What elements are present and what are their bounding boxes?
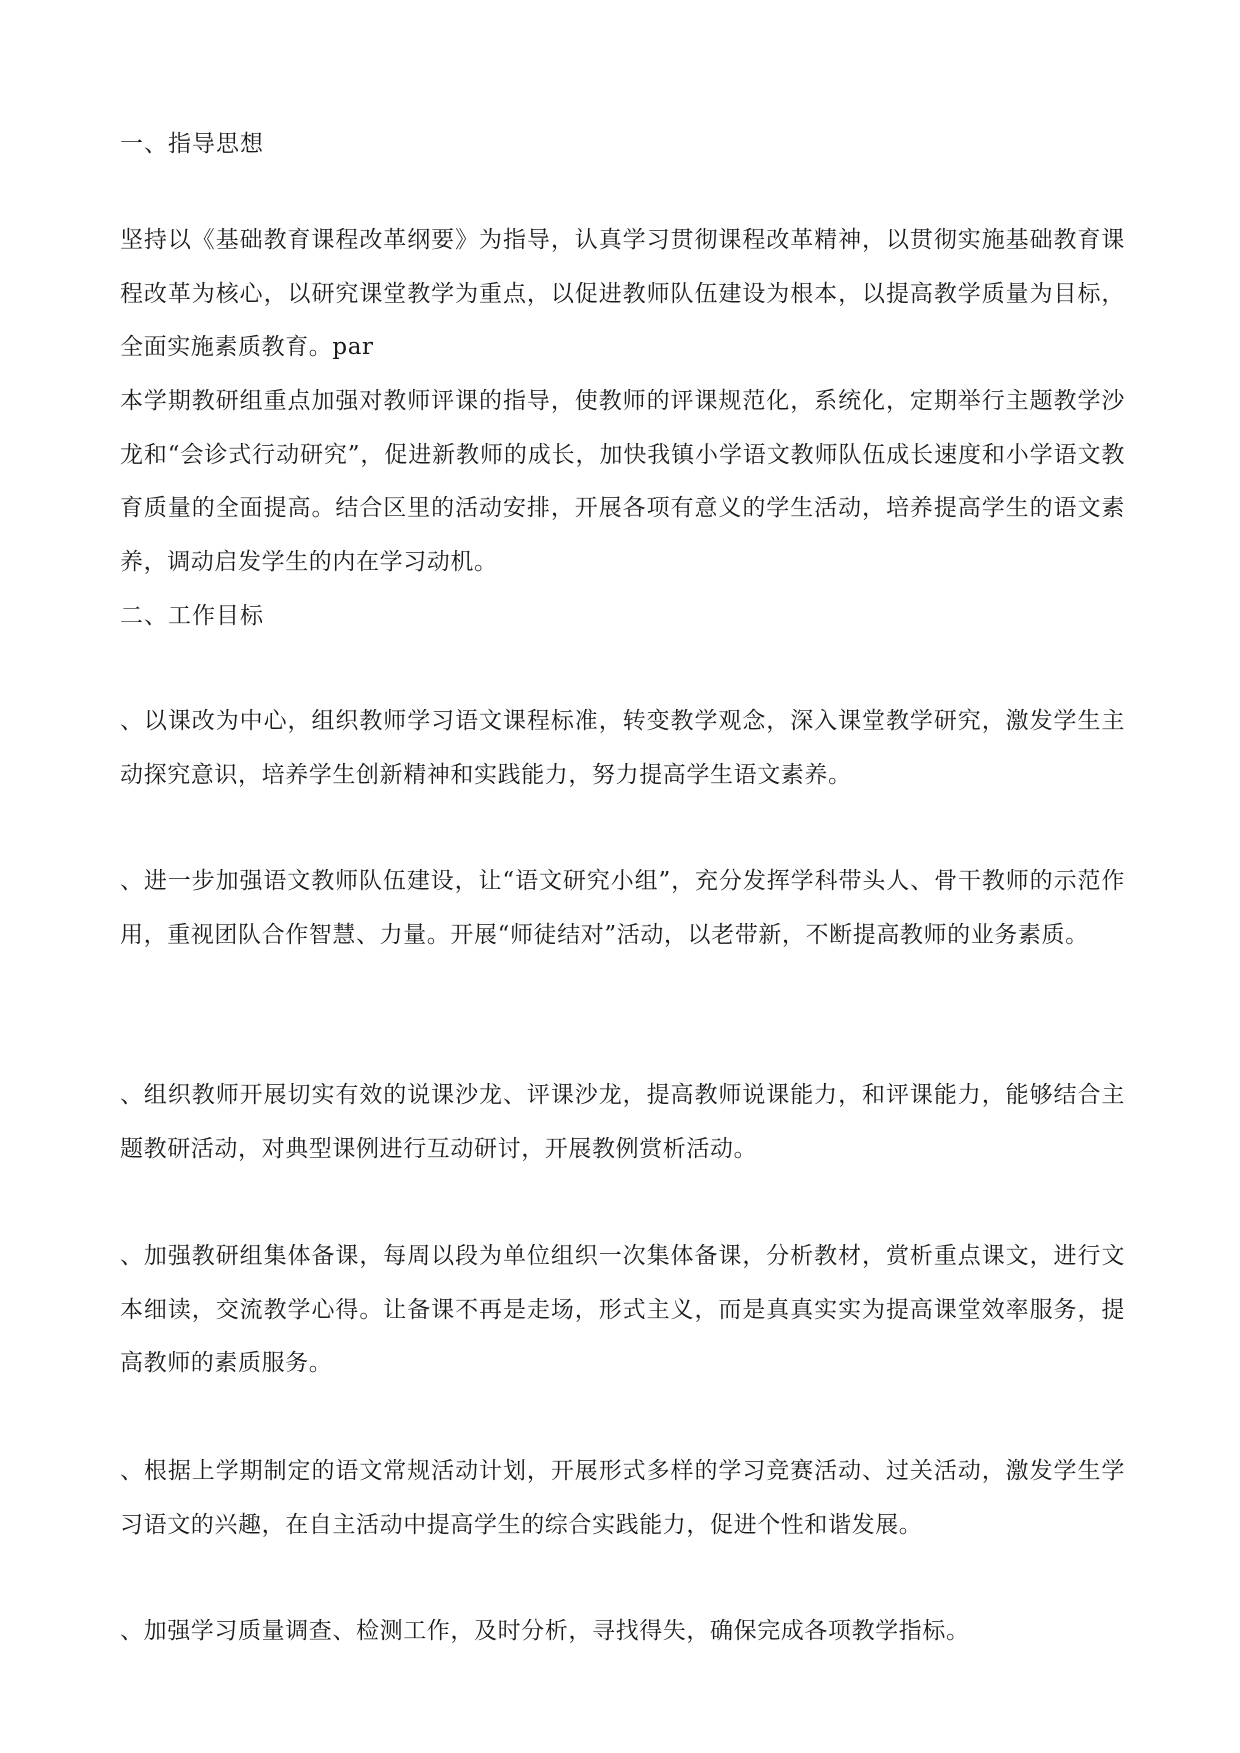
goal-item-quality-check: 、加强学习质量调查、检测工作，及时分析，寻找得失，确保完成各项教学指标。 [120, 1618, 970, 1644]
document-page [120, 0, 1125, 1753]
section-heading-work-goals: 二、工作目标 [120, 603, 264, 629]
goal-item-curriculum-reform: 、以课改为中心，组织教师学习语文课程标准，转变教学观念，深入课堂教学研究，激发学生主动探究意识，培养学生创新精神和实践能力，努力提高学生语文素养。 [120, 708, 1125, 788]
paragraph-guiding-principle: 坚持以《基础教育课程改革纲要》为指导，认真学习贯彻课程改革精神，以贯彻实施基础教育课程改革为核心，以研究课堂教学为重点，以促进教师队伍建设为根本，以提高教学质量为目标，全面实施素质教育。par [120, 227, 1125, 360]
goal-item-teacher-team: 、进一步加强语文教师队伍建设，让“语文研究小组”，充分发挥学科带头人、骨干教师的示范作用，重视团队合作智慧、力量。开展“师徒结对”活动，以老带新，不断提高教师的业务素质。 [120, 868, 1125, 948]
goal-item-activities: 、根据上学期制定的语文常规活动计划，开展形式多样的学习竞赛活动、过关活动，激发学生学习语文的兴趣，在自主活动中提高学生的综合实践能力，促进个性和谐发展。 [120, 1458, 1125, 1538]
section-heading-guiding-thought: 一、指导思想 [120, 131, 264, 157]
goal-item-collective-prep: 、加强教研组集体备课，每周以段为单位组织一次集体备课，分析教材，赏析重点课文，进行文本细读，交流教学心得。让备课不再是走场，形式主义，而是真真实实为提高课堂效率服务，提高教师的素质服务。 [120, 1243, 1125, 1376]
goal-item-lesson-salons: 、组织教师开展切实有效的说课沙龙、评课沙龙，提高教师说课能力，和评课能力，能够结合主题教研活动，对典型课例进行互动研讨，开展教例赏析活动。 [120, 1082, 1125, 1162]
paragraph-semester-focus: 本学期教研组重点加强对教师评课的指导，使教师的评课规范化，系统化，定期举行主题教学沙龙和“会诊式行动研究”，促进新教师的成长，加快我镇小学语文教师队伍成长速度和小学语文教育质量的全面提高。结合区里的活动安排，开展各项有意义的学生活动，培养提高学生的语文素养，调动启发学生的内在学习动机。 [120, 388, 1125, 575]
